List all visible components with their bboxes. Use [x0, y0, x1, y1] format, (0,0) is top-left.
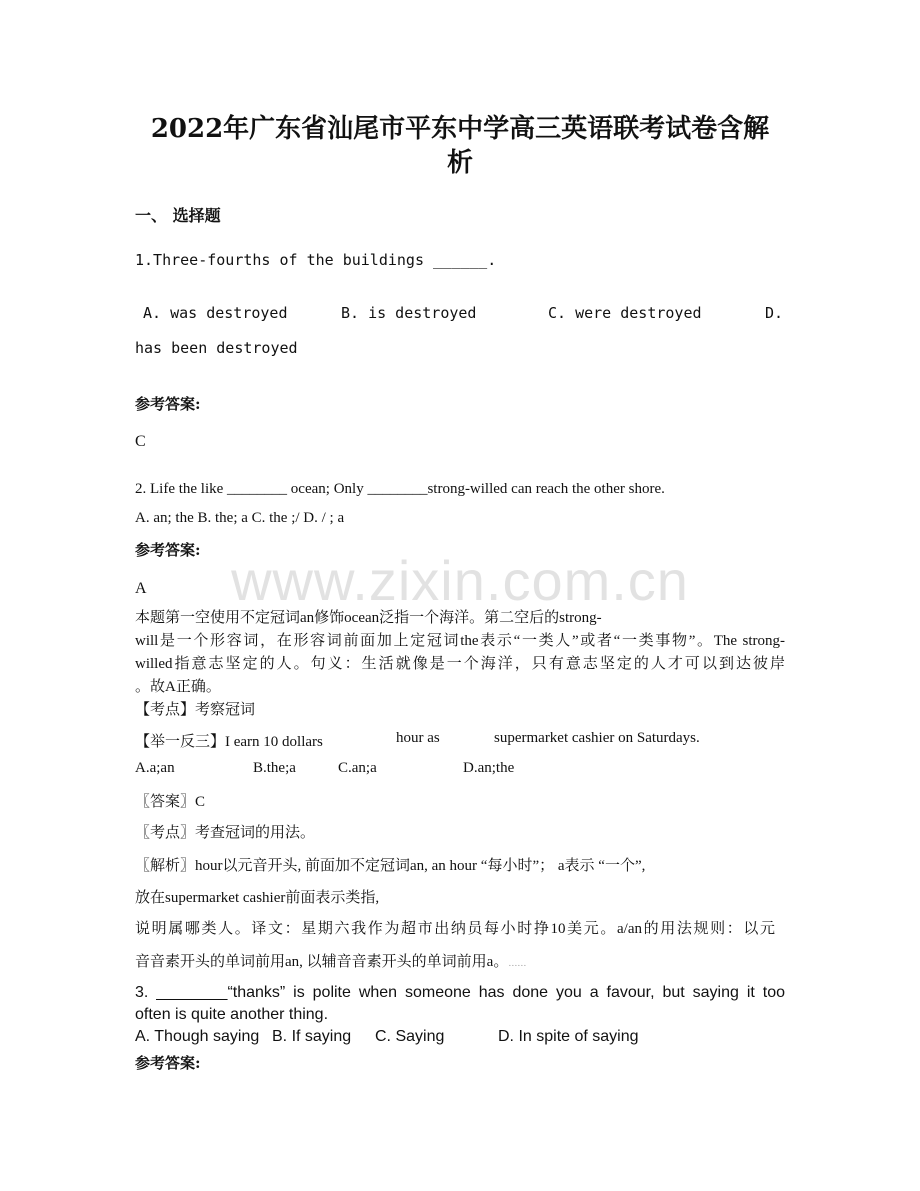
q2-answer: A — [135, 580, 147, 597]
section-heading: 一、 选择题 — [135, 206, 221, 225]
q1-option-d: D. — [765, 304, 784, 322]
q3-answer-label: 参考答案: — [135, 1054, 201, 1072]
q2-juyi-part3: supermarket cashier on Saturdays. — [494, 730, 700, 746]
q2-sub-option-a: A.a;an — [135, 760, 175, 776]
page-title-line1: 2022年广东省汕尾市平东中学高三英语联考试卷含解 — [150, 114, 770, 144]
q3-option-a: A. Though saying — [135, 1028, 260, 1045]
q2-kaodian: 【考点】考察冠词 — [135, 702, 256, 718]
q2-explanation-line4: 。故A正确。 — [135, 679, 221, 695]
q3-option-b: B. If saying — [272, 1028, 352, 1045]
q2-jiexi-line3: 说明属哪类人。译文：星期六我作为超市出纳员每小时挣10美元。a/an的用法规则：以元 — [135, 921, 775, 937]
q2-sub-option-c: C.an;a — [338, 760, 377, 776]
q1-option-d-cont: has been destroyed — [135, 339, 298, 357]
q3-stem-line2: often is quite another thing. — [135, 1006, 329, 1023]
q2-jiexi-line4 — [135, 950, 526, 971]
q1-option-a: A. was destroyed — [143, 304, 288, 322]
q3-option-d: D. In spite of saying — [498, 1028, 639, 1045]
q3-stem-line1: 3. ________“thanks” is polite when someone has done you a favour, but saying it too — [135, 984, 785, 1001]
q2-sub-answer: 〖答案〗C — [135, 794, 206, 810]
q2-explanation-line2: will是一个形容词，在形容词前面加上定冠词the表示“一类人”或者“一类事物”。The strong- — [135, 633, 785, 649]
q2-answer-label: 参考答案: — [135, 541, 201, 559]
q2-jiexi-line4-text: 音音素开头的单词前用an, 以辅音音素开头的单词前用a。 — [135, 954, 509, 970]
q3-option-c: C. Saying — [375, 1028, 445, 1045]
watermark: www.zixin.com.cn — [231, 549, 689, 612]
q2-jiexi-line4-tail: …… — [508, 958, 527, 968]
q2-juyi-part2: hour as — [396, 730, 440, 746]
q1-option-c: C. were destroyed — [548, 304, 702, 322]
q2-jiexi-line1: 〖解析〗hour以元音开头, 前面加不定冠词an, an hour “每小时”； a表示 “一个”, — [135, 858, 646, 874]
q2-explanation-line3: willed指意志坚定的人。句义：生活就像是一个海洋，只有意志坚定的人才可以到达彼岸 — [135, 656, 785, 672]
q1-option-b: B. is destroyed — [341, 304, 477, 322]
page-title-line2: 析 — [446, 148, 473, 178]
q1-answer: C — [135, 433, 146, 450]
q2-sub-option-d: D.an;the — [463, 760, 515, 776]
q2-sub-kaodian: 〖考点〗考查冠词的用法。 — [135, 825, 316, 841]
q2-sub-option-b: B.the;a — [253, 760, 296, 776]
q1-answer-label: 参考答案: — [135, 395, 201, 413]
q2-explanation-line1: 本题第一空使用不定冠词an修饰ocean泛指一个海洋。第二空后的strong- — [135, 610, 602, 626]
q2-jiexi-line2: 放在supermarket cashier前面表示类指, — [135, 890, 380, 906]
q2-options: A. an; the B. the; a C. the ;/ D. / ; a — [135, 510, 345, 526]
q2-juyi-part1: 【举一反三】I earn 10 dollars — [135, 734, 323, 750]
q1-stem: 1.Three-fourths of the buildings ______. — [135, 251, 497, 269]
q2-stem: 2. Life the like ________ ocean; Only ________strong-willed can reach the other shore. — [135, 481, 665, 497]
q2-explanation — [135, 607, 785, 722]
